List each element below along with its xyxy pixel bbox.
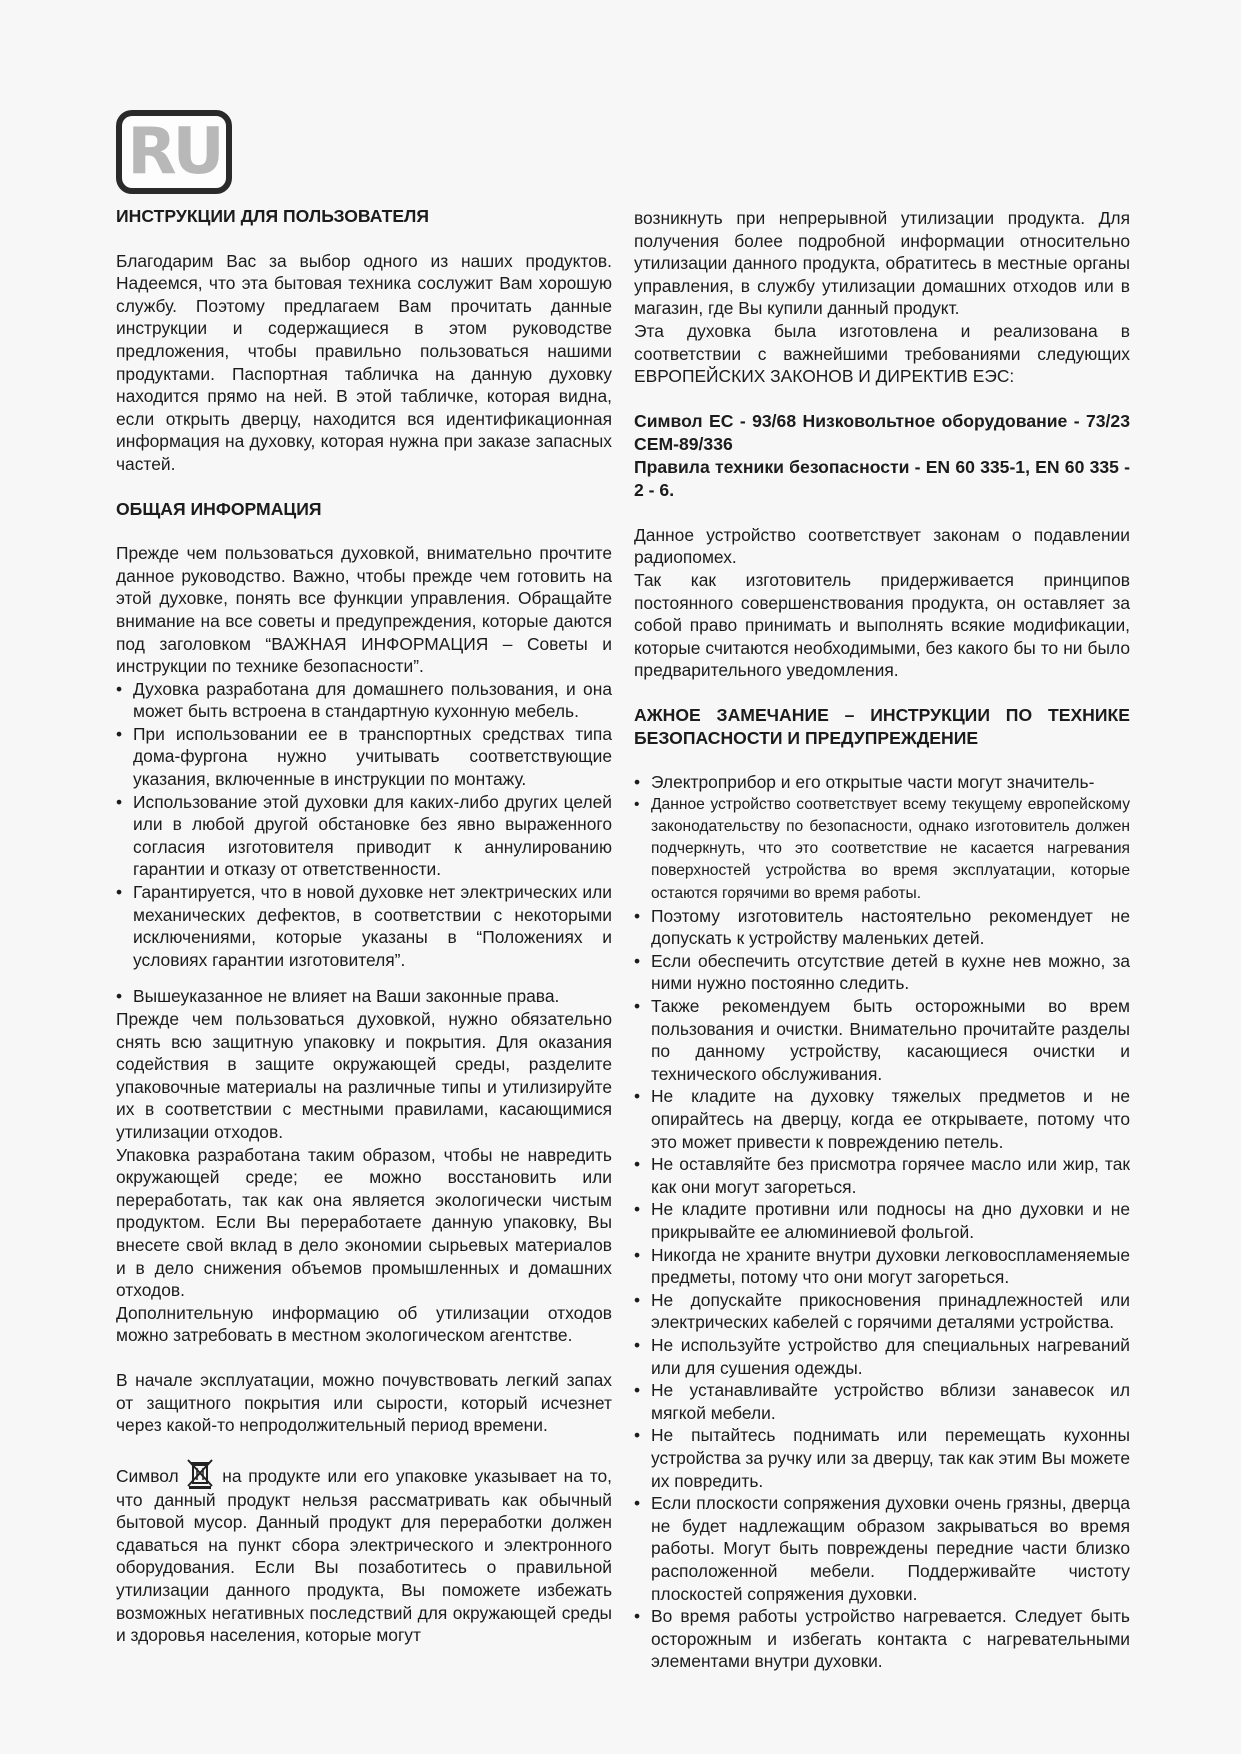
packaging-paragraph-3: Дополнительную информацию об утилизации отходов можно затребовать в местном экологическом агентстве. [116,1302,612,1346]
safety-standard-line: Правила техники безопасности - EN 60 335-1, EN 60 335 - 2 - 6. [634,456,1130,500]
list-item: • При использовании ее в транспортных средствах типа дома-фургона нужно учитывать соответствующие указания, включенные в инструкции по монтажу. [116,723,612,791]
list-item: • Не пытайтесь поднимать или перемещать кухонны устройства за ручку или за дверцу, так как этим Вы можете их повредить. [634,1424,1130,1492]
improvement-paragraph: Так как изготовитель придерживается принципов постоянного совершенствования продукта, он оставляет за собой право принимать и выполнять всякие модификации, которые считаются необходимыми, без какого бы то ни было предварительного уведомления. [634,569,1130,681]
safety-bullets [634,771,1130,1673]
heading-safety: АЖНОЕ ЗАМЕЧАНИЕ – ИНСТРУКЦИИ ПО ТЕХНИКЕ БЕЗОПАСНОСТИ И ПРЕДУПРЕЖДЕНИЕ [634,704,1130,748]
weee-paragraph [116,1459,612,1647]
smell-paragraph: В начале эксплуатации, можно почувствовать легкий запах от защитного покрытия или сырости, который исчезнет через какой-то непродолжительный период времени. [116,1369,612,1436]
list-item: • Не допускайте прикосновения принадлежностей или электрических кабелей с горячими деталями устройства. [634,1289,1130,1334]
list-item: • Не кладите на духовку тяжелых предметов и не опирайтесь на дверцу, когда ее открываете, потому что это может привести к повреждению петель. [634,1085,1130,1153]
intro-paragraph: Благодарим Вас за выбор одного из наших продуктов. Надеемся, что эта бытовая техника сослужит Вам хорошую службу. Поэтому предлагаем Вам прочитать данные инструкции и содержащиеся в этом руководстве предложения, чтобы правильно пользоваться нашими продуктами. Паспортная табличка на данную духовку находится прямо на ней. В этой табличке, которая видна, если открыть дверцу, находится вся идентификационная информация на духовку, которая нужна при заказе запасных частей. [116,250,612,474]
rights-bullet [116,985,612,1008]
language-code: RU [127,115,221,189]
packaging-paragraph-2: Упаковка разработана таким образом, чтобы не навредить окружающей среде; ее можно восстановить или переработать, так как она является экологически чистым продуктом. Если Вы переработаете данную упаковку, Вы внесете свой вклад в дело экономии сырьевых материалов и в дело снижения объемов промышленных и домашних отходов. [116,1144,612,1301]
list-item: • Поэтому изготовитель настоятельно рекомендует не допускать к устройству маленьких детей. [634,905,1130,950]
list-item: • Электроприбор и его открытые части могут значитель- [634,771,1130,794]
packaging-paragraph: Прежде чем пользоваться духовкой, нужно обязательно снять всю защитную упаковку и покрытия. Для оказания содействия в защите окружающей среды, разделите упаковочные материалы на различные типы и утилизируйте их в соответствии с местными правилами, касающимися утилизации отходов. [116,1009,612,1142]
list-item: • Во время работы устройство нагревается. Следует быть осторожным и избегать контакта с нагревательными элементами внутри духовки. [634,1605,1130,1673]
list-item: • Не используйте устройство для специальных нагреваний или для сушения одежды. [634,1334,1130,1379]
list-item: • Не оставляйте без присмотра горячее масло или жир, так как они могут загореться. [634,1153,1130,1198]
ec-symbol-line: Символ ЕС - 93/68 Низковольтное оборудование - 73/23 CEM-89/336 [634,410,1130,454]
weee-text: на продукте или его упаковке указывает на то, что данный продукт нельзя рассматривать как обычный бытовой мусор. Данный продукт для переработки должен сдаваться на пункт сбора электрического и электронного оборудования. Если Вы позаботитесь о правильной утилизации данного продукта, Вы поможете избежать возможных негативных последствий для окружающей среды и здоровья населения, которые могут [116,1465,612,1646]
radio-paragraph: Данное устройство соответствует законам о подавлении радиопомех. [634,524,1130,568]
list-item: • Духовка разработана для домашнего пользования, и она может быть встроена в стандартную кухонную мебель. [116,678,612,723]
list-item: • Если плоскости сопряжения духовки очень грязны, дверца не будет надлежащим образом закрываться во время работы. Могут быть повреждены передние части близко расположенной мебели. Поддерживайте чистоту плоскостей сопряжения духовки. [634,1492,1130,1605]
left-column [116,205,612,1647]
directives-paragraph: Эта духовка была изготовлена и реализована в соответствии с важнейшими требованиями следующих ЕВРОПЕЙСКИХ ЗАКОНОВ И ДИРЕКТИВ ЕЭС: [634,320,1130,387]
right-column [634,207,1130,1673]
list-item: • Также рекомендуем быть осторожными во врем пользования и очистки. Внимательно прочитайте разделы по данному устройству, касающиеся очистки и технического обслуживания. [634,995,1130,1085]
list-item: • Не устанавливайте устройство вблизи занавесок ил мягкой мебели. [634,1379,1130,1424]
list-item: • Если обеспечить отсутствие детей в кухне нев можно, за ними нужно постоянно следить. [634,950,1130,995]
continued-paragraph: возникнуть при непрерывной утилизации продукта. Для получения более подробной информации относительно утилизации данного продукта, обратитесь в местные органы управления, в службу утилизации домашних отходов или в магазин, где Вы купили данный продукт. [634,208,1130,319]
crossed-bin-icon [187,1459,213,1489]
heading-general-info: ОБЩАЯ ИНФОРМАЦИЯ [116,498,322,519]
list-item: • Данное устройство соответствует всему текущему европейскому законодательству по безопасности, однако изготовитель должен подчеркнуть, что это соответствие не касается нагревания поверхностей устройства во время эксплуатации, которые остаются горячими во время работы. [634,794,1130,905]
heading-user-instructions: ИНСТРУКЦИИ ДЛЯ ПОЛЬЗОВАТЕЛЯ [116,206,430,226]
language-badge [116,110,232,194]
list-item: • Вышеуказанное не влияет на Ваши законные права. [116,985,612,1008]
list-item: • Никогда не храните внутри духовки легковоспламеняемые предметы, потому что они могут загореться. [634,1244,1130,1289]
list-item: • Гарантируется, что в новой духовке нет электрических или механических дефектов, в соответствии с некоторыми исключениями, которые указаны в “Положениях и условиях гарантии изготовителя”. [116,881,612,971]
general-paragraph: Прежде чем пользоваться духовкой, внимательно прочтите данное руководство. Важно, чтобы прежде чем готовить на этой духовке, понять все функции управления. Обращайте внимание на все советы и предупреждения, которые даются под заголовком “ВАЖНАЯ ИНФОРМАЦИЯ – Советы и инструкции по технике безопасности”. [116,543,612,677]
symbol-label: Символ [116,1465,179,1486]
list-item: • Не кладите противни или подносы на дно духовки и не прикрывайте ее алюминиевой фольгой. [634,1198,1130,1243]
list-item: • Использование этой духовки для каких-либо других целей или в любой другой обстановке без явно выраженного согласия изготовителя приводит к аннулированию гарантии и отказу от ответственности. [116,791,612,881]
general-bullets [116,678,612,972]
